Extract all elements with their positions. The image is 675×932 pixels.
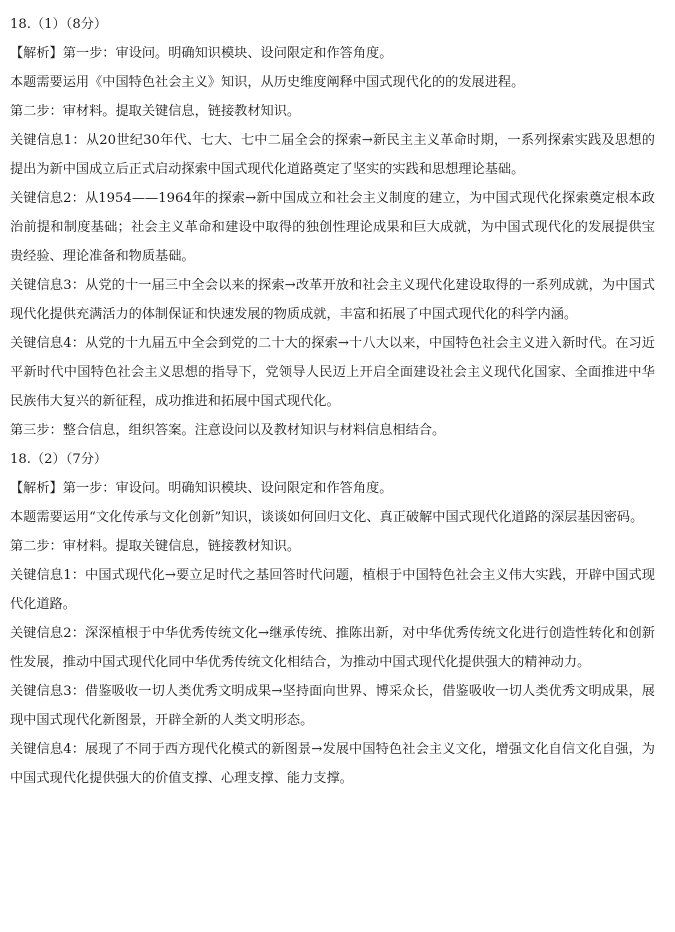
analysis-requirement: 本题需要运用《中国特色社会主义》知识，从历史维度阐释中国式现代化的的发展进程。	[10, 75, 525, 90]
key-info-4-b: 关键信息4：展现了不同于西方现代化模式的新图景→发展中国特色社会主义文化，增强文化自信文化自强，为中国式现代化提供强大的价值支撑、心理支撑、能力支撑。	[10, 742, 655, 786]
key-info-1-b: 关键信息1：中国式现代化→要立足时代之基回答时代问题，植根于中国特色社会主义伟大实践，开辟中国式现代化道路。	[10, 568, 655, 612]
question-heading-18-1: 18.（1）（8分）	[10, 17, 108, 32]
key-info-4: 关键信息4：从党的十九届五中全会到党的二十大的探索→十八大以来，中国特色社会主义进入新时代。在习近平新时代中国特色社会主义思想的指导下，党领导人民迈上开启全面建设社会主义现代化国家、全面推进中华民族伟大复兴的新征程，成功推进和拓展中国式现代化。	[10, 336, 655, 409]
analysis-step-2-b: 第二步：审材料。提取关键信息，链接教材知识。	[10, 539, 301, 554]
key-info-3-b: 关键信息3：借鉴吸收一切人类优秀文明成果→坚持面向世界、博采众长，借鉴吸收一切人类优秀文明成果，展现中国式现代化新图景，开辟全新的人类文明形态。	[10, 684, 655, 728]
analysis-step-1-b: 【解析】第一步：审设问。明确知识模块、设问限定和作答角度。	[10, 481, 393, 496]
analysis-step-2: 第二步：审材料。提取关键信息，链接教材知识。	[10, 104, 301, 119]
question-heading-18-2: 18.（2）（7分）	[10, 452, 108, 467]
key-info-2-b: 关键信息2：深深植根于中华优秀传统文化→继承传统、推陈出新，对中华优秀传统文化进行创造性转化和创新性发展，推动中国式现代化同中华优秀传统文化相结合，为推动中国式现代化提供强大的精神动力。	[10, 626, 655, 670]
key-info-3: 关键信息3：从党的十一届三中全会以来的探索→改革开放和社会主义现代化建设取得的一系列成就，为中国式现代化提供充满活力的体制保证和快速发展的物质成就，丰富和拓展了中国式现代化的科学内涵。	[10, 278, 655, 322]
key-info-2: 关键信息2：从1954——1964年的探索→新中国成立和社会主义制度的建立，为中国式现代化探索奠定根本政治前提和制度基础；社会主义革命和建设中取得的独创性理论成果和巨大成就，为中国式现代化的发展提供宝贵经验、理论准备和物质基础。	[10, 191, 655, 264]
analysis-step-1: 【解析】第一步：审设问。明确知识模块、设问限定和作答角度。	[10, 46, 393, 61]
key-info-1: 关键信息1：从20世纪30年代、七大、七中二届全会的探索→新民主主义革命时期，一系列探索实践及思想的提出为新中国成立后正式启动探索中国式现代化道路奠定了坚实的实践和思想理论基础。	[10, 133, 655, 177]
analysis-requirement-b: 本题需要运用“文化传承与文化创新”知识，谈谈如何回归文化、真正破解中国式现代化道路的深层基因密码。	[10, 510, 644, 525]
analysis-step-3: 第三步：整合信息，组织答案。注意设问以及教材知识与材料信息相结合。	[10, 423, 446, 438]
